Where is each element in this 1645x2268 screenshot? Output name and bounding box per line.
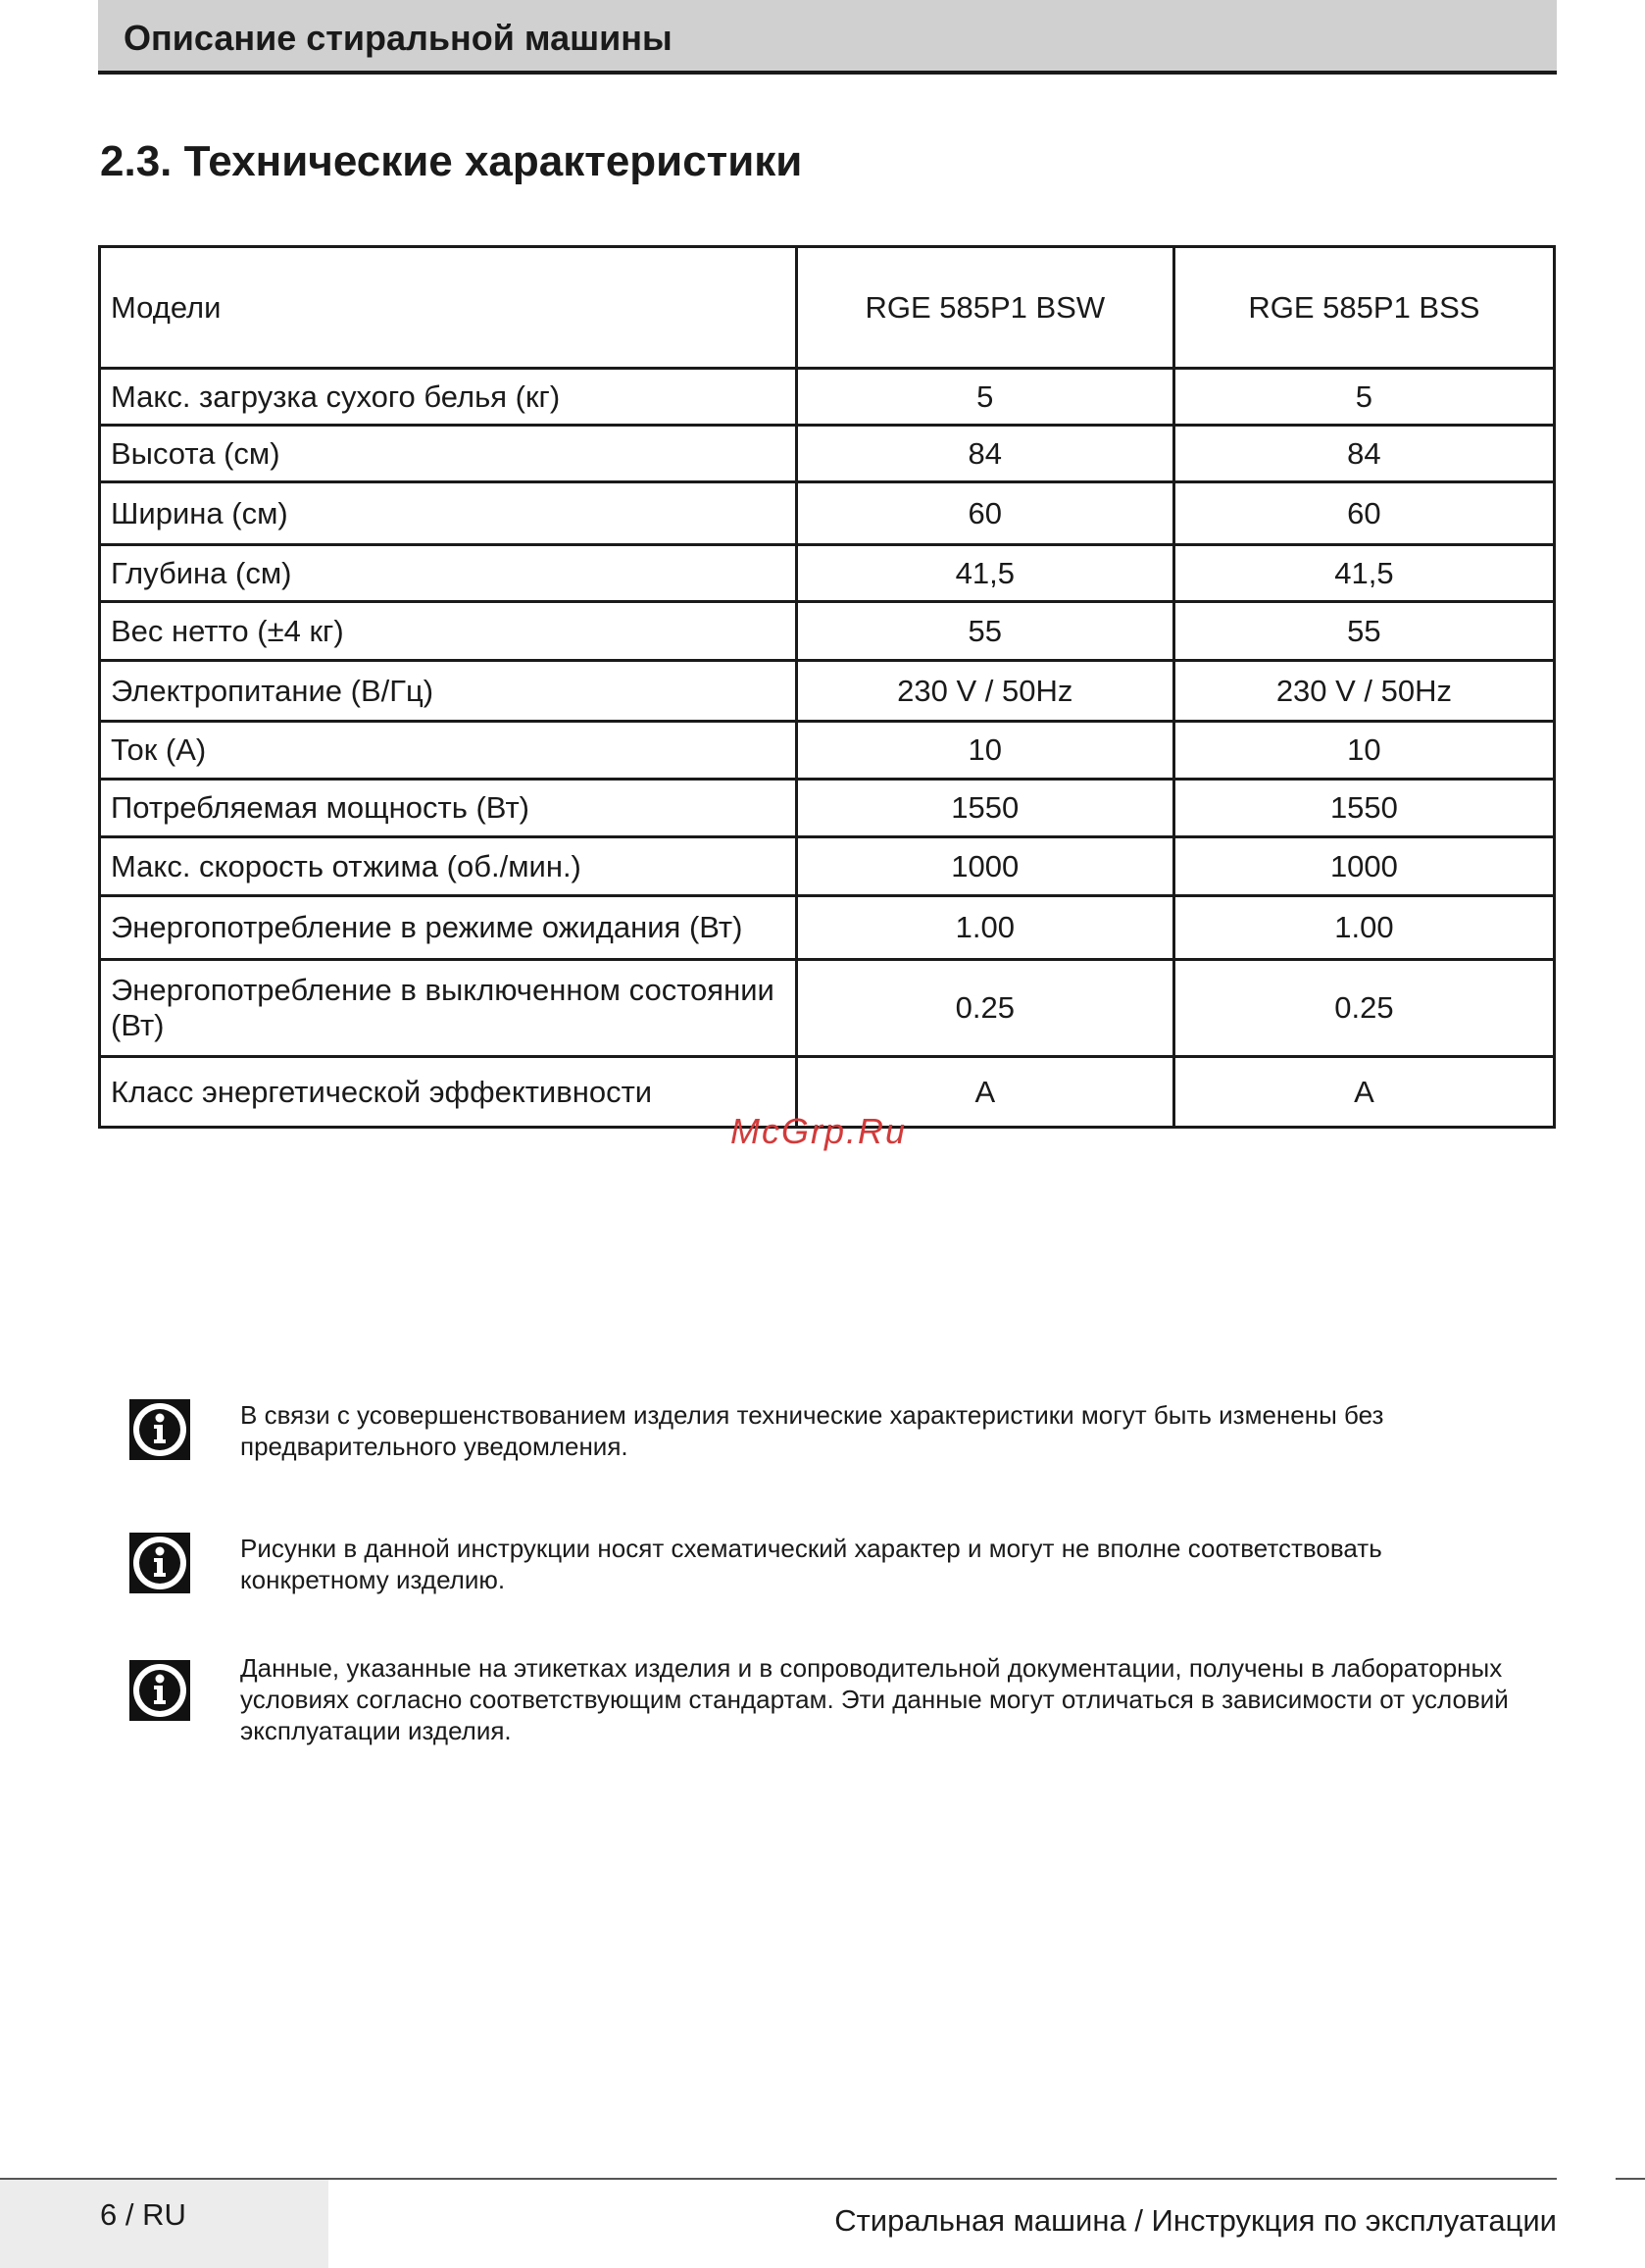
table-cell: Высота (см): [100, 426, 797, 482]
table-row: [100, 960, 1555, 1057]
footer-document-title: Стиральная машина / Инструкция по эксплуатации: [834, 2203, 1557, 2238]
table-row: [100, 482, 1555, 545]
table-cell: Электропитание (В/Гц): [100, 661, 797, 722]
table-row: [100, 896, 1555, 960]
table-cell: 60: [796, 482, 1173, 545]
table-cell: 1000: [1173, 837, 1554, 896]
table-header-cell: RGE 585P1 BSW: [796, 247, 1173, 369]
table-cell: Глубина (см): [100, 545, 797, 602]
table-cell: Энергопотребление в выключенном состоянии (Вт): [100, 960, 797, 1057]
table-cell: Макс. скорость отжима (об./мин.): [100, 837, 797, 896]
table-row: [100, 661, 1555, 722]
table-cell: 84: [1173, 426, 1554, 482]
info-icon: [129, 1660, 190, 1721]
page-header-title: Описание стиральной машины: [124, 18, 673, 58]
table-row: [100, 602, 1555, 661]
spec-table: [98, 245, 1556, 1129]
table-cell: Потребляемая мощность (Вт): [100, 780, 797, 837]
table-cell: Вес нетто (±4 кг): [100, 602, 797, 661]
table-cell: 5: [796, 369, 1173, 426]
section-title: 2.3. Технические характеристики: [100, 137, 803, 185]
table-header-cell: Модели: [100, 247, 797, 369]
table-cell: 0.25: [796, 960, 1173, 1057]
table-row: [100, 722, 1555, 780]
watermark-text: McGrp.Ru: [730, 1111, 908, 1151]
table-cell: 41,5: [1173, 545, 1554, 602]
page-number: 6 / RU: [100, 2197, 186, 2232]
table-row: [100, 780, 1555, 837]
footer-divider: [1616, 2178, 1645, 2180]
info-icon: [129, 1399, 190, 1460]
table-row: [100, 369, 1555, 426]
table-cell: 10: [796, 722, 1173, 780]
table-cell: Энергопотребление в режиме ожидания (Вт): [100, 896, 797, 960]
table-cell: A: [1173, 1057, 1554, 1128]
table-cell: 1.00: [1173, 896, 1554, 960]
info-note-text: В связи с усовершенствованием изделия технические характеристики могут быть изменены без предварительного уведомления.: [240, 1400, 1384, 1461]
table-cell: 5: [1173, 369, 1554, 426]
table-row: [100, 837, 1555, 896]
table-cell: 230 V / 50Hz: [796, 661, 1173, 722]
table-cell: Ток (A): [100, 722, 797, 780]
table-cell: 230 V / 50Hz: [1173, 661, 1554, 722]
table-cell: 1550: [796, 780, 1173, 837]
table-row: [100, 426, 1555, 482]
info-icon: [129, 1533, 190, 1593]
table-cell: 84: [796, 426, 1173, 482]
table-cell: Макс. загрузка сухого белья (кг): [100, 369, 797, 426]
info-note-text: Рисунки в данной инструкции носят схематический характер и могут не вполне соответствовать конкретному изделию.: [240, 1534, 1382, 1594]
table-cell: 1000: [796, 837, 1173, 896]
table-cell: 10: [1173, 722, 1554, 780]
table-cell: 41,5: [796, 545, 1173, 602]
table-header-row: [100, 247, 1555, 369]
table-cell: Класс энергетической эффективности: [100, 1057, 797, 1128]
table-cell: 60: [1173, 482, 1554, 545]
table-cell: 55: [1173, 602, 1554, 661]
table-header-cell: RGE 585P1 BSS: [1173, 247, 1554, 369]
table-cell: Ширина (см): [100, 482, 797, 545]
table-cell: A: [796, 1057, 1173, 1128]
table-cell: 1.00: [796, 896, 1173, 960]
table-cell: 0.25: [1173, 960, 1554, 1057]
info-note-text: Данные, указанные на этикетках изделия и в сопроводительной документации, получены в лабораторных условиях согласно соответствующим стандартам. Эти данные могут отличаться в зависимости от условий эксплуатации изделия.: [240, 1653, 1509, 1745]
table-cell: 55: [796, 602, 1173, 661]
header-bar: [98, 0, 1557, 75]
table-cell: 1550: [1173, 780, 1554, 837]
table-row: [100, 545, 1555, 602]
